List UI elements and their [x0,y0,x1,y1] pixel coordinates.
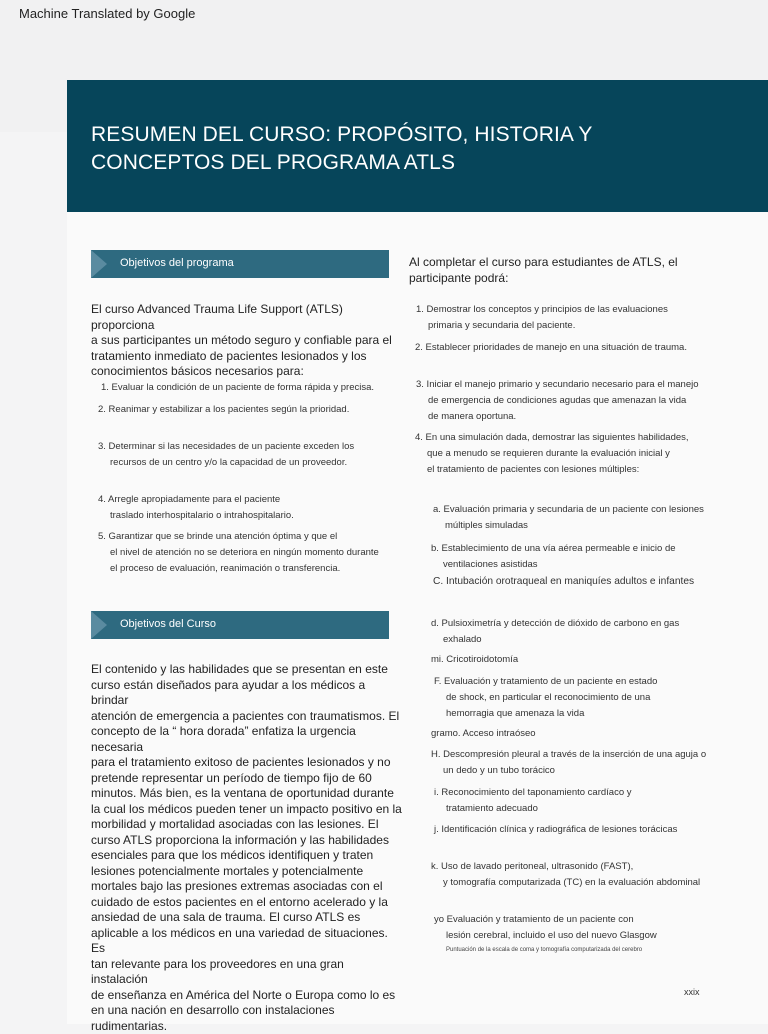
list-item: 3. Determinar si las necesidades de un paciente exceden los recursos de un centro y/o la capacidad de un proveedor. [98,441,355,468]
page-number: xxix [684,987,700,997]
sub-list-item: C. Intubación orotraqueal en maniquíes adultos e infantes [433,576,695,587]
list-item: 2. Reanimar y estabilizar a los pacientes según la prioridad. [98,404,350,415]
list-item: 4. Arregle apropiadamente para el paciente traslado interhospitalario o intrahospitalario. [98,494,294,521]
sub-list-item: gramo. Acceso intraóseo [431,728,536,739]
list-item: 4. En una simulación dada, demostrar las siguientes habilidades, que a menudo se requieren durante la evaluación inicial y el tratamiento de pacientes con lesiones múltiples: [415,432,689,475]
sub-list-item: d. Pulsioximetría y detección de dióxido de carbono en gas exhalado [431,618,680,645]
sub-list-item: i. Reconocimiento del taponamiento cardíaco y tratamiento adecuado [434,787,632,814]
sub-list-item: b. Establecimiento de una vía aérea permeable e inicio de ventilaciones asistidas [431,543,676,570]
sub-list-item: k. Uso de lavado peritoneal, ultrasonido (FAST), y tomografía computarizada (TC) en la evaluación abdominal [431,861,701,888]
list-item: 1. Evaluar la condición de un paciente de forma rápida y precisa. [101,382,375,393]
sub-list-item: j. Identificación clínica y radiográfica de lesiones torácicas [434,824,678,835]
list-item: 3. Iniciar el manejo primario y secundario necesario para el manejo de emergencia de condiciones agudas que amenazan la vida de manera oportuna. [416,379,699,422]
right-intro-paragraph: Al completar el curso para estudiantes de ATLS, el participante podrá: [409,255,678,285]
chapter-title: RESUMEN DEL CURSO: PROPÓSITO, HISTORIA Y CONCEPTOS DEL PROGRAMA ATLS [91,123,593,174]
arrow-icon [91,250,107,278]
section-heading-course-objectives: Objetivos del Curso [91,611,389,639]
sub-list-item: H. Descompresión pleural a través de la inserción de una aguja o un dedo y un tubo torácico [431,749,707,776]
sub-list-item: a. Evaluación primaria y secundaria de un paciente con lesiones múltiples simuladas [433,504,704,531]
footnote-text: Puntuación de la escala de coma y tomografía computarizada del cerebro [446,947,643,953]
arrow-icon [91,611,107,639]
sub-list-item: F. Evaluación y tratamiento de un paciente en estado de shock, en particular el reconocimiento de una hemorragia que amenaza la vida [434,676,658,719]
list-item: 1. Demostrar los conceptos y principios de las evaluaciones primaria y secundaria del paciente. [416,304,668,331]
list-item: 2. Establecer prioridades de manejo en una situación de trauma. [415,342,687,353]
list-item: 5. Garantizar que se brinde una atención óptima y que el el nivel de atención no se deteriora en ningún momento durante el proceso de evaluación, reanimación o transferencia. [98,531,379,574]
section-heading-program-objectives: Objetivos del programa [91,250,389,278]
sub-list-item: mi. Cricotiroidotomía [431,654,519,665]
machine-translated-label: Machine Translated by Google [19,6,196,21]
course-objectives-paragraph: El contenido y las habilidades que se presentan en este curso están diseñados para ayudar a los médicos a brindar atención de emergencia a pacientes con traumatismos. El concepto de la “ hora dorada” enfatiza la urgencia necesaria para el tratamiento exitoso de pacientes lesionados y no pretende representar un período de tiempo fijo de 60 minutos. Más bien, es la ventana de oportunidad durante la cual los médicos pueden tener un impacto positivo en la morbilidad y mortalidad asociadas con las lesiones. El curso ATLS proporciona la información y las habilidades esenciales para que los médicos identifiquen y traten lesiones potencialmente mortales y potencialmente mortales bajo las presiones extremas asociadas con el cuidado de estos pacientes en el entorno acelerado y la ansiedad de una sala de trauma. El curso ATLS es aplicable a los médicos en una variedad de situaciones. Es tan relevante para los proveedores en una gran instalación de enseñanza en América del Norte o Europa como lo es en una nación en desarrollo con instalaciones rudimentarias. [91,662,402,1033]
sub-list-item: yo Evaluación y tratamiento de un paciente con lesión cerebral, incluido el uso del nuevo Glasgow [434,914,657,941]
program-intro-paragraph: El curso Advanced Trauma Life Support (ATLS) proporciona a sus participantes un método seguro y confiable para el tratamiento inmediato de pacientes lesionados y los conocimientos básicos necesarios para: [91,302,392,378]
